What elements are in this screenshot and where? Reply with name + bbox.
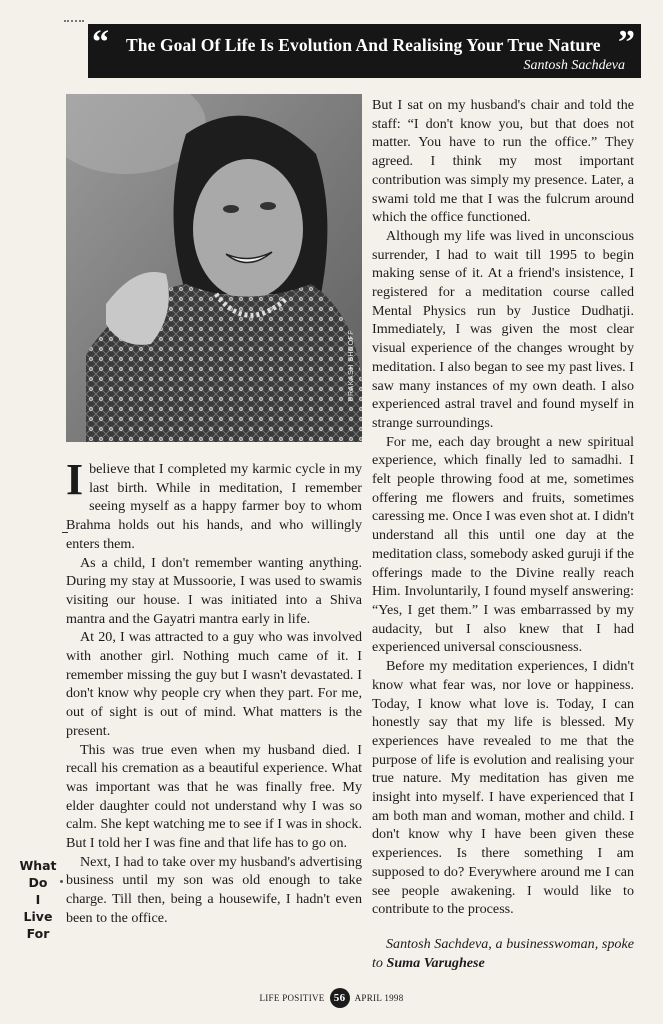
page-footer: [0, 986, 663, 1010]
article-paragraph: Ibelieve that I completed my karmic cycle in my last birth. While in meditation, I remember seeing myself as a happy farmer boy to whom Brahma holds out his hands, and who willingly enters them.: [66, 455, 362, 552]
article-header: [88, 24, 641, 78]
article-paragraph: This was true even when my husband died. I recall his cremation as a beautiful experience. What was important was that he was finally free. My elder daughter could not understand why I was so calm. She kept watching me to see if I was in shock. But I told her I was fine and that life has to go on.: [66, 741, 362, 852]
open-quote-mark: “: [92, 24, 109, 61]
article-paragraph: Next, I had to take over my husband's advertising business until my son was old enough to take charge. Till then, being a housewife, I hadn't even been to the office.: [66, 853, 362, 926]
article-column-right: [372, 96, 634, 972]
article-paragraph: Before my meditation experiences, I didn't know what fear was, nor love or happiness. Today, I know what love is. Today, I can honestly say that my life is blessed. My experiences have revealed to me that the purpose of life is evolution and realising your true nature. My meditation has given me insight into myself. I have experienced that I am both man and woman, mother and child. I don't know why I have been given these experiences. Is there something I am supposed to do? Everywhere around me I can see people awakening. I would like to contribute to the process.: [372, 658, 634, 918]
article-paragraph: As a child, I don't remember wanting anything. During my stay at Mussoorie, I was used to swamis visiting our house. I was initiated into a Shiva mantra and the Gayatri mantra early in life.: [66, 554, 362, 627]
article-credit-line: Santosh Sachdeva, a businesswoman, spoke to Suma Varughese: [372, 935, 634, 971]
drop-cap: I: [66, 455, 84, 504]
interviewer-name: Suma Varughese: [386, 954, 485, 971]
portrait-image: [66, 94, 362, 442]
magazine-name: LIFE POSITIVE: [259, 993, 325, 1003]
column-label: What Do I Live For: [19, 858, 57, 941]
page-number: 56: [330, 988, 350, 1008]
article-title: The Goal Of Life Is Evolution And Realising Your True Nature: [126, 35, 601, 55]
margin-mark: [62, 532, 68, 533]
close-quote-mark: ”: [618, 24, 635, 61]
article-paragraph: Although my life was lived in unconscious surrender, I had to wait till 1995 to begin making sense of it. At a friend's insistence, I registered for a meditation course called Mental Physics run by Justice Dudhatji. Immediately, I was given the most clear visual experience of the changes wrought by meditation. I also began to see my past lives. I saw many instances of my own death. I also experienced astral travel and found myself in strange surroundings.: [372, 227, 634, 431]
article-author: Santosh Sachdeva: [523, 58, 625, 73]
portrait-photo: [66, 94, 362, 442]
article-paragraph: But I sat on my husband's chair and told the staff: “I don't know you, but that does not matter. You have to run the office.” They agreed. I think my most important contribution was simply my presence. Later, a swami told me that I was the fulcrum around which the office functioned.: [372, 97, 634, 226]
article-paragraph: For me, each day brought a new spiritual experience, which finally led to samadhi. I felt people throwing food at me, sometimes offering me flowers and fruits, sometimes caressing me. Once I was even shot at. I didn't understand all this until one day at the meditation class, somebody asked guruji if the offerings made to the Divine really reach Him. Involuntarily, I found myself answering: “Yes, I get them.” I was embarrassed by my audacity, but I also knew that I had experienced universal consciousness.: [372, 433, 634, 656]
article-paragraph: At 20, I was attracted to a guy who was involved with another girl. Nothing much came of it. I remember missing the guy but I wasn't devastated. I don't know why people cry when they part. For me, out of sight is out of mind. What matters is the present.: [66, 629, 362, 739]
photo-credit: PRAKASH SHROFF: [348, 330, 355, 402]
issue-date: APRIL 1998: [354, 993, 404, 1003]
header-ornament: [64, 20, 84, 22]
article-column-left: [66, 455, 362, 928]
